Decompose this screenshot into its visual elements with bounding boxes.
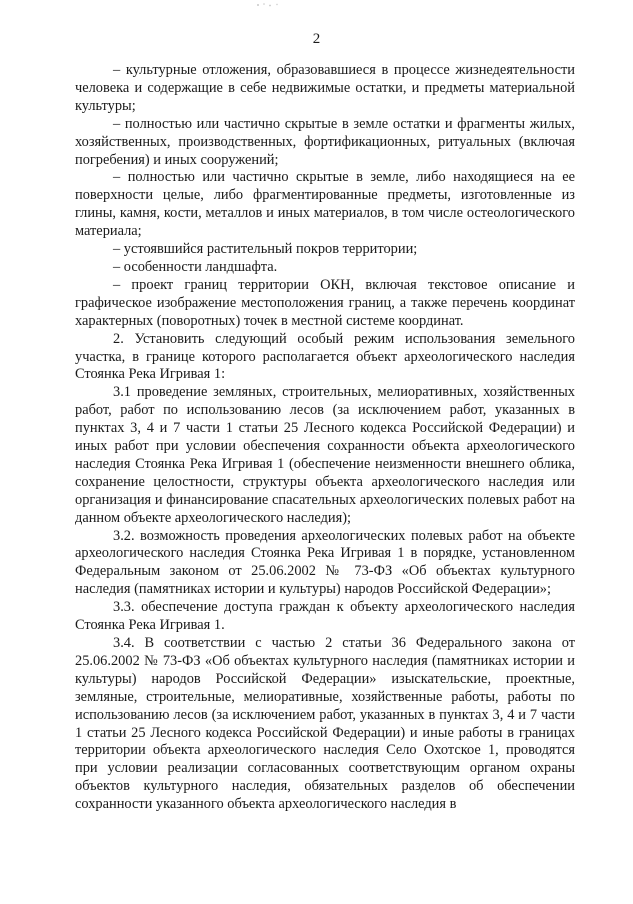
scan-artifact-mark	[255, 2, 283, 8]
paragraph-landscape: – особенности ландшафта.	[113, 258, 278, 275]
paragraph-vegetation: – устоявшийся растительный покров территории;	[113, 241, 418, 258]
paragraph-section-3-2: 3.2. возможность проведения археологических полевых работ на объекте археологического наследия Стоянка Река Игривая 1 в порядке, установленном Федеральным законом от 25.06.2002 № 73-ФЗ «Об объектах культурного наследия (памятниках истории и культуры) народов Российской Федерации»;	[75, 527, 575, 598]
paragraph-artifacts: – полностью или частично скрытые в земле, либо находящиеся на ее поверхности целые, либо фрагментированные предметы, изготовленные из глины, камня, кости, металлов и иных материалов, в том числе остеологического материала;	[75, 169, 575, 240]
paragraph-section-3-4: 3.4. В соответствии с частью 2 статьи 36 Федерального закона от 25.06.2002 № 73-ФЗ «Об объектах культурного наследия (памятниках истории и культуры) народов Российской Федерации» изыскательские, проектные, земляные, строительные, мелиоративные, хозяйственные работы, работы по использованию лесов (за исключением работ, указанных в пунктах 3, 4 и 7 части 1 статьи 25 Лесного кодекса Российской Федерации) и иные работы в границах территории объекта археологического наследия Село Охотское 1, проводятся при условии реализации согласованных соответствующим органом охраны объектов культурного наследия, обязательных разделов об обеспечении сохранности указанного объекта археологического наследия в	[75, 635, 575, 813]
page-number: 2	[312, 31, 321, 47]
paragraph-boundary-project: – проект границ территории ОКН, включая текстовое описание и графическое изображение местоположения границ, а также перечень координат характерных (поворотных) точек в местной системе координат.	[75, 276, 575, 329]
document-body	[75, 62, 575, 814]
paragraph-section-3-3: 3.3. обеспечение доступа граждан к объекту археологического наследия Стоянка Река Игривая 1.	[75, 599, 575, 634]
paragraph-cultural-layers: – культурные отложения, образовавшиеся в процессе жизнедеятельности человека и содержащие в себе недвижимые остатки, и предметы материальной культуры;	[75, 62, 575, 114]
paragraph-section-3-1: 3.1 проведение земляных, строительных, мелиоративных, хозяйственных работ, работ по использованию лесов (за исключением работ, указанных в пунктах 3, 4 и 7 части 1 статьи 25 Лесного кодекса Российской Федерации) и иных работ при условии обеспечения сохранности объекта археологического наследия Стоянка Река Игривая 1 (обеспечение неизменности внешнего облика, сохранение целостности, структуры объекта археологического наследия или организация и финансирование спасательных археологических полевых работ на данном объекте археологического наследия);	[75, 384, 575, 526]
paragraph-section-2: 2. Установить следующий особый режим использования земельного участка, в границе которого располагается объект археологического наследия Стоянка Река Игривая 1:	[75, 330, 575, 383]
paragraph-structures-remains: – полностью или частично скрытые в земле остатки и фрагменты жилых, хозяйственных, производственных, фортификационных, ритуальных (включая погребения) и иных сооружений;	[75, 115, 575, 168]
